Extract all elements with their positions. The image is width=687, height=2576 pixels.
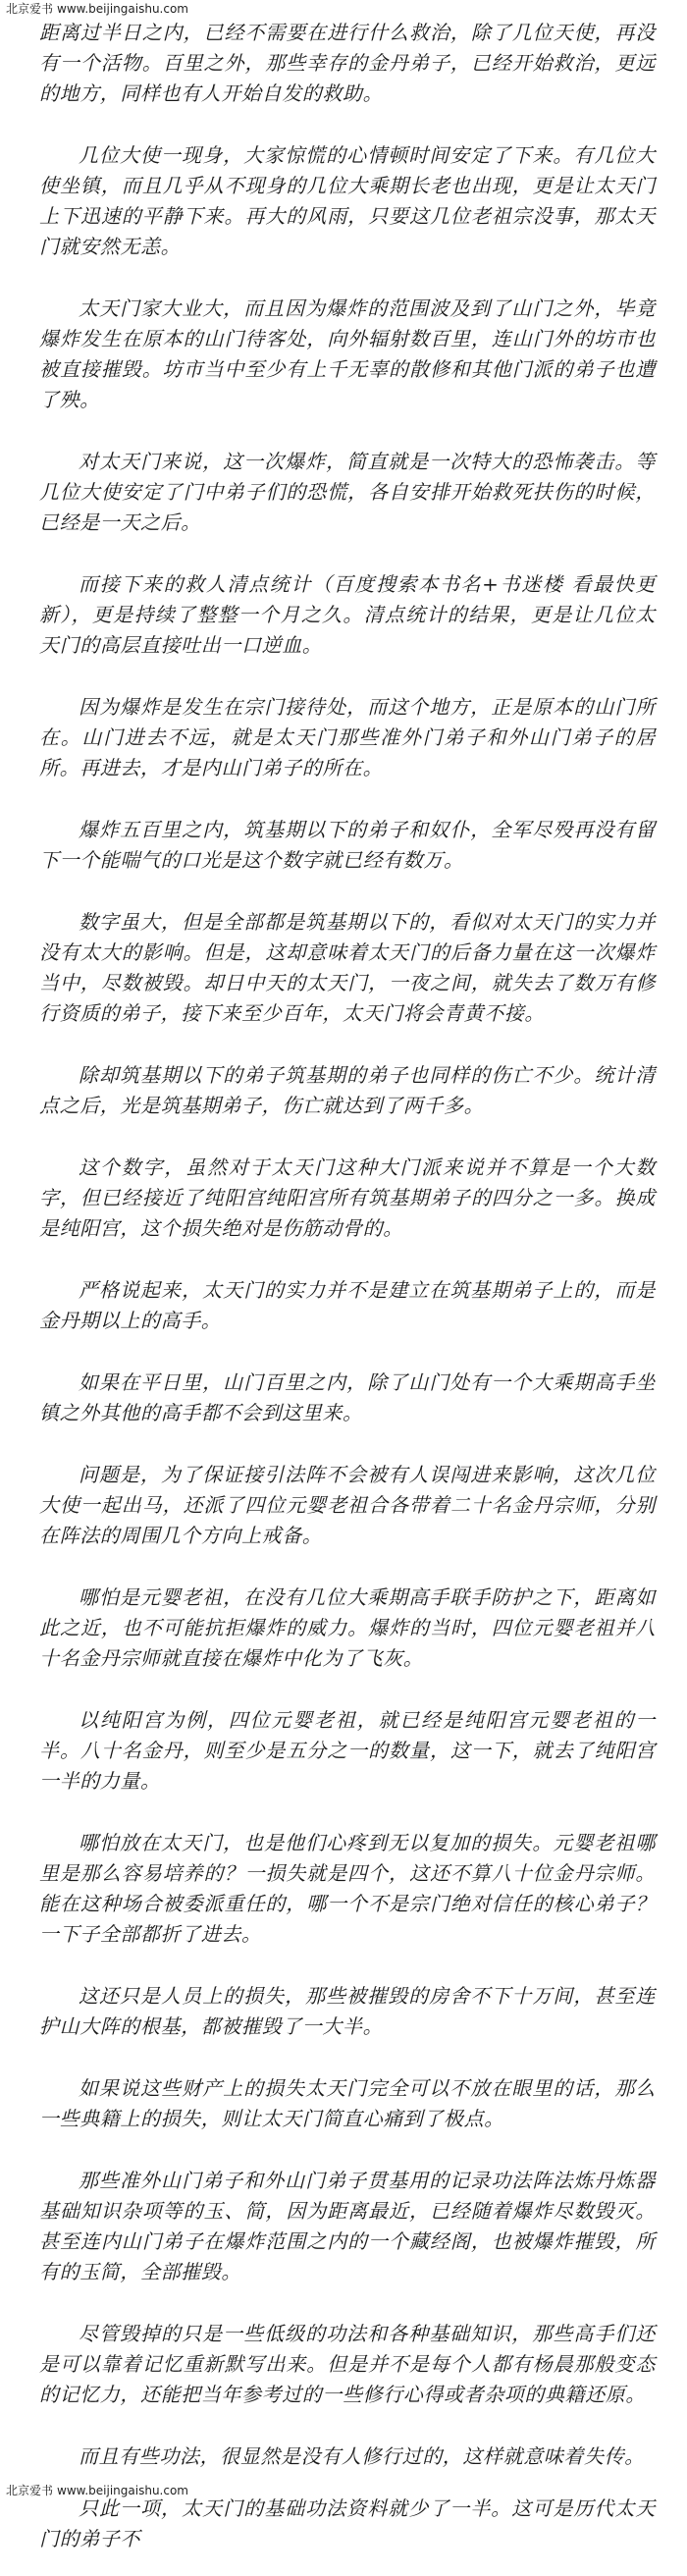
paragraph-6: 因为爆炸是发生在宗门接待处，而这个地方，正是原本的山门所在。山门进去不远，就是太天门那些准外门弟子和外山门弟子的居所。再进去，才是内山门弟子的所在。 — [39, 695, 656, 779]
paragraph-13: 问题是，为了保证接引法阵不会被有人误闯进来影响，这次几位大使一起出马，还派了四位元婴老祖合各带着二十名金丹宗师，分别在阵法的周围几个方向上戒备。 — [39, 1463, 656, 1547]
document-body — [39, 18, 656, 2576]
paragraph-17: 这还只是人员上的损失，那些被摧毁的房舍不下十万间，甚至连护山大阵的根基，都被摧毁了一大半。 — [39, 1984, 656, 2038]
footer-site-url: www.beijingaishu.com — [57, 2484, 188, 2497]
paragraph-1: 距离过半日之内，已经不需要在进行什么救治，除了几位天使，再没有一个活物。百里之外，那些幸存的金丹弟子，已经开始救治，更远的地方，同样也有人开始自发的救助。 — [39, 21, 656, 105]
paragraph-14: 哪怕是元婴老祖，在没有几位大乘期高手联手防护之下，距离如此之近，也不可能抗拒爆炸的威力。爆炸的当时，四位元婴老祖并八十名金丹宗师就直接在爆炸中化为了飞灰。 — [39, 1585, 656, 1670]
paragraph-21: 而且有些功法，很显然是没有人修行过的，这样就意味着失传。 — [79, 2444, 645, 2468]
site-url: www.beijingaishu.com — [57, 2, 188, 16]
paragraph-7: 爆炸五百里之内，筑基期以下的弟子和奴仆，全军尽殁再没有留下一个能喘气的口光是这个数字就已经有数万。 — [39, 818, 656, 872]
paragraph-10: 这个数字，虽然对于太天门这种大门派来说并不算是一个大数字，但已经接近了纯阳宫纯阳宫所有筑基期弟子的四分之一多。换成是纯阳宫，这个损失绝对是伤筋动骨的。 — [39, 1155, 656, 1240]
paragraph-2: 几位大使一现身，大家惊慌的心情顿时间安定了下来。有几位大使坐镇，而且几乎从不现身的几位大乘期长老也出现，更是让太天门上下迅速的平静下来。再大的风雨，只要这几位老祖宗没事，那太天门就安然无恙。 — [39, 143, 656, 258]
site-name: 北京爱书 — [6, 2, 54, 16]
site-header — [6, 2, 188, 16]
footer-site-name: 北京爱书 — [6, 2484, 54, 2497]
paragraph-16: 哪怕放在太天门，也是他们心疼到无以复加的损失。元婴老祖哪里是那么容易培养的？一损失就是四个，这还不算八十位金丹宗师。能在这种场合被委派重任的，哪一个不是宗门绝对信任的核心弟子？一下子全部都折了进去。 — [39, 1831, 656, 1946]
paragraph-19: 那些准外山门弟子和外山门弟子贯基用的记录功法阵法炼丹炼器基础知识杂项等的玉、简，因为距离最近，已经随着爆炸尽数毁灭。甚至连内山门弟子在爆炸范围之内的一个藏经阁，也被爆炸摧毁，所有的玉简，全部摧毁。 — [39, 2169, 656, 2283]
paragraph-15: 以纯阳宫为例，四位元婴老祖，就已经是纯阳宫元婴老祖的一半。八十名金丹，则至少是五分之一的数量，这一下，就去了纯阳宫一半的力量。 — [39, 1708, 656, 1793]
paragraph-11: 严格说起来，太天门的实力并不是建立在筑基期弟子上的，而是金丹期以上的高手。 — [39, 1278, 656, 1332]
paragraph-8: 数字虽大，但是全部都是筑基期以下的，看似对太天门的实力并没有太大的影响。但是，这却意味着太天门的后备力量在这一次爆炸当中，尽数被毁。却日中天的太天门，一夜之间，就失去了数万有修行资质的弟子，接下来至少百年，太天门将会青黄不接。 — [39, 910, 656, 1025]
paragraph-18: 如果说这些财产上的损失太天门完全可以不放在眼里的话，那么一些典籍上的损失，则让太天门简直心痛到了极点。 — [39, 2076, 656, 2130]
paragraph-22: 只此一项，太天门的基础功法资料就少了一半。这可是历代太天门的弟子不 — [39, 2496, 656, 2550]
paragraph-5: 而接下来的救人清点统计（百度搜索本书名+书迷楼 看最快更新），更是持续了整整一个月之久。清点统计的结果，更是让几位太天门的高层直接吐出一口逆血。 — [39, 572, 656, 657]
site-footer — [6, 2484, 188, 2497]
paragraph-4: 对太天门来说，这一次爆炸，简直就是一次特大的恐怖袭击。等几位大使安定了门中弟子们的恐慌，各自安排开始救死扶伤的时候，已经是一天之后。 — [39, 450, 656, 534]
paragraph-20: 尽管毁掉的只是一些低级的功法和各种基础知识，那些高手们还是可以靠着记忆重新默写出来。但是并不是每个人都有杨晨那般变态的记忆力，还能把当年参考过的一些修行心得或者杂项的典籍还原。 — [39, 2322, 656, 2406]
paragraph-3: 太天门家大业大，而且因为爆炸的范围波及到了山门之外，毕竟爆炸发生在原本的山门待客处，向外辐射数百里，连山门外的坊市也被直接摧毁。坊市当中至少有上千无辜的散修和其他门派的弟子也遭了殃。 — [39, 296, 656, 411]
paragraph-12: 如果在平日里，山门百里之内，除了山门处有一个大乘期高手坐镇之外其他的高手都不会到这里来。 — [39, 1370, 656, 1424]
paragraph-9: 除却筑基期以下的弟子筑基期的弟子也同样的伤亡不少。统计清点之后，光是筑基期弟子，伤亡就达到了两千多。 — [39, 1063, 656, 1117]
